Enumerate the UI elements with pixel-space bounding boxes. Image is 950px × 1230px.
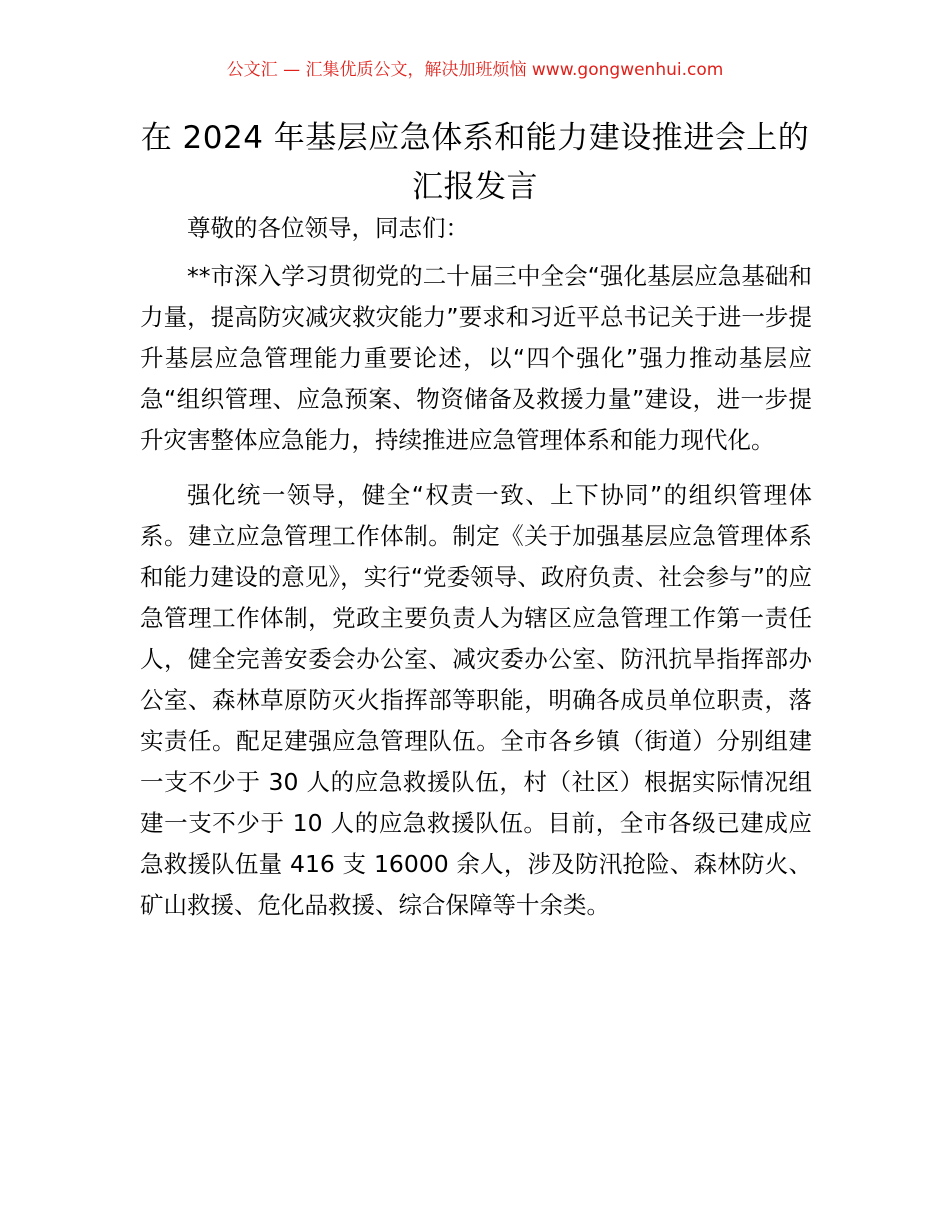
paragraph-organization: 强化统一领导，健全“权责一致、上下协同”的组织管理体系。建立应急管理工作体制。制定《关于加强基层应急管理体系和能力建设的意见》，实行“党委领导、政府负责、社会参与”的应急管理工作体制，党政主要负责人为辖区应急管理工作第一责任人，健全完善安委会办公室、减灾委办公室、防汛抗旱指挥部办公室、森林草原防灭火指挥部等职能，明确各成员单位职责，落实责任。配足建强应急管理队伍。全市各乡镇（街道）分别组建一支不少于 30 人的应急救援队伍，村（社区）根据实际情况组建一支不少于 10 人的应急救援队伍。目前，全市各级已建成应急救援队伍量 416 支 16000 余人，涉及防汛抢险、森林防火、矿山救援、危化品救援、综合保障等十余类。 [140,481,812,919]
document-body [140,208,812,926]
header-banner: 公文汇 — 汇集优质公文，解决加班烦恼 www.gongwenhui.com [226,60,724,80]
salutation: 尊敬的各位领导，同志们： [187,214,469,242]
document-title [140,114,810,212]
paragraph-intro: **市深入学习贯彻党的二十届三中全会“强化基层应急基础和力量，提高防灾减灾救灾能力”要求和习近平总书记关于进一步提升基层应急管理能力重要论述，以“四个强化”强力推动基层应急“组织管理、应急预案、物资储备及救援力量”建设，进一步提升灾害整体应急能力，持续推进应急管理体系和能力现代化。 [140,262,812,454]
document-title-line-2: 汇报发言 [412,169,538,205]
document-title-line-1: 在 2024 年基层应急体系和能力建设推进会上的 [140,120,810,156]
